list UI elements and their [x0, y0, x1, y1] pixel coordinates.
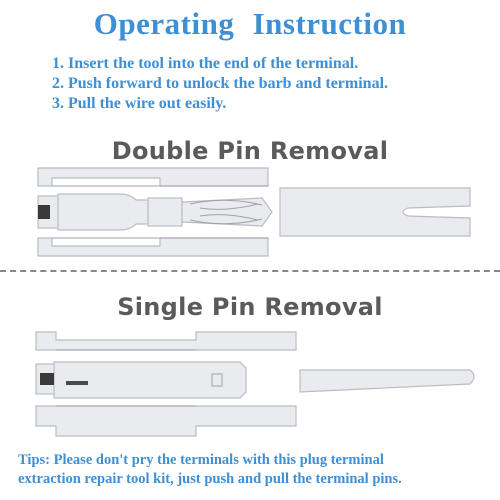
removal-tool: [280, 188, 470, 236]
double-pin-diagram: [0, 160, 500, 265]
terminal-body: [54, 362, 246, 398]
instruction-steps: [52, 54, 492, 114]
page-title: Operating Instruction: [93, 6, 407, 41]
terminal-crimp: [58, 194, 150, 230]
tips-line: extraction repair tool kit, just push and pull the terminal pins.: [18, 471, 402, 487]
wire-end: [40, 373, 54, 385]
terminal-mark: [66, 381, 88, 385]
step-item: 2. Push forward to unlock the barb and terminal.: [52, 75, 389, 92]
double-pin-removal-title: Double Pin Removal: [111, 137, 389, 165]
single-pin-diagram: [0, 318, 500, 448]
step-item: 3. Pull the wire out easily.: [52, 95, 227, 112]
terminal-body: [148, 198, 182, 226]
tips-text: [18, 451, 488, 489]
housing-top-rail: [36, 332, 296, 350]
housing-top-rail: [38, 168, 268, 186]
terminal-pin: [182, 198, 272, 226]
housing-bottom-rail: [38, 238, 268, 256]
section-divider: [0, 270, 500, 272]
single-pin-removal-title: Single Pin Removal: [117, 293, 383, 321]
removal-tool: [300, 370, 474, 392]
step-item: 1. Insert the tool into the end of the terminal.: [52, 55, 359, 72]
wire-end: [38, 205, 50, 219]
housing-bottom-rail: [36, 406, 296, 436]
tips-line: Tips: Please don't pry the terminals with this plug terminal: [18, 452, 384, 468]
